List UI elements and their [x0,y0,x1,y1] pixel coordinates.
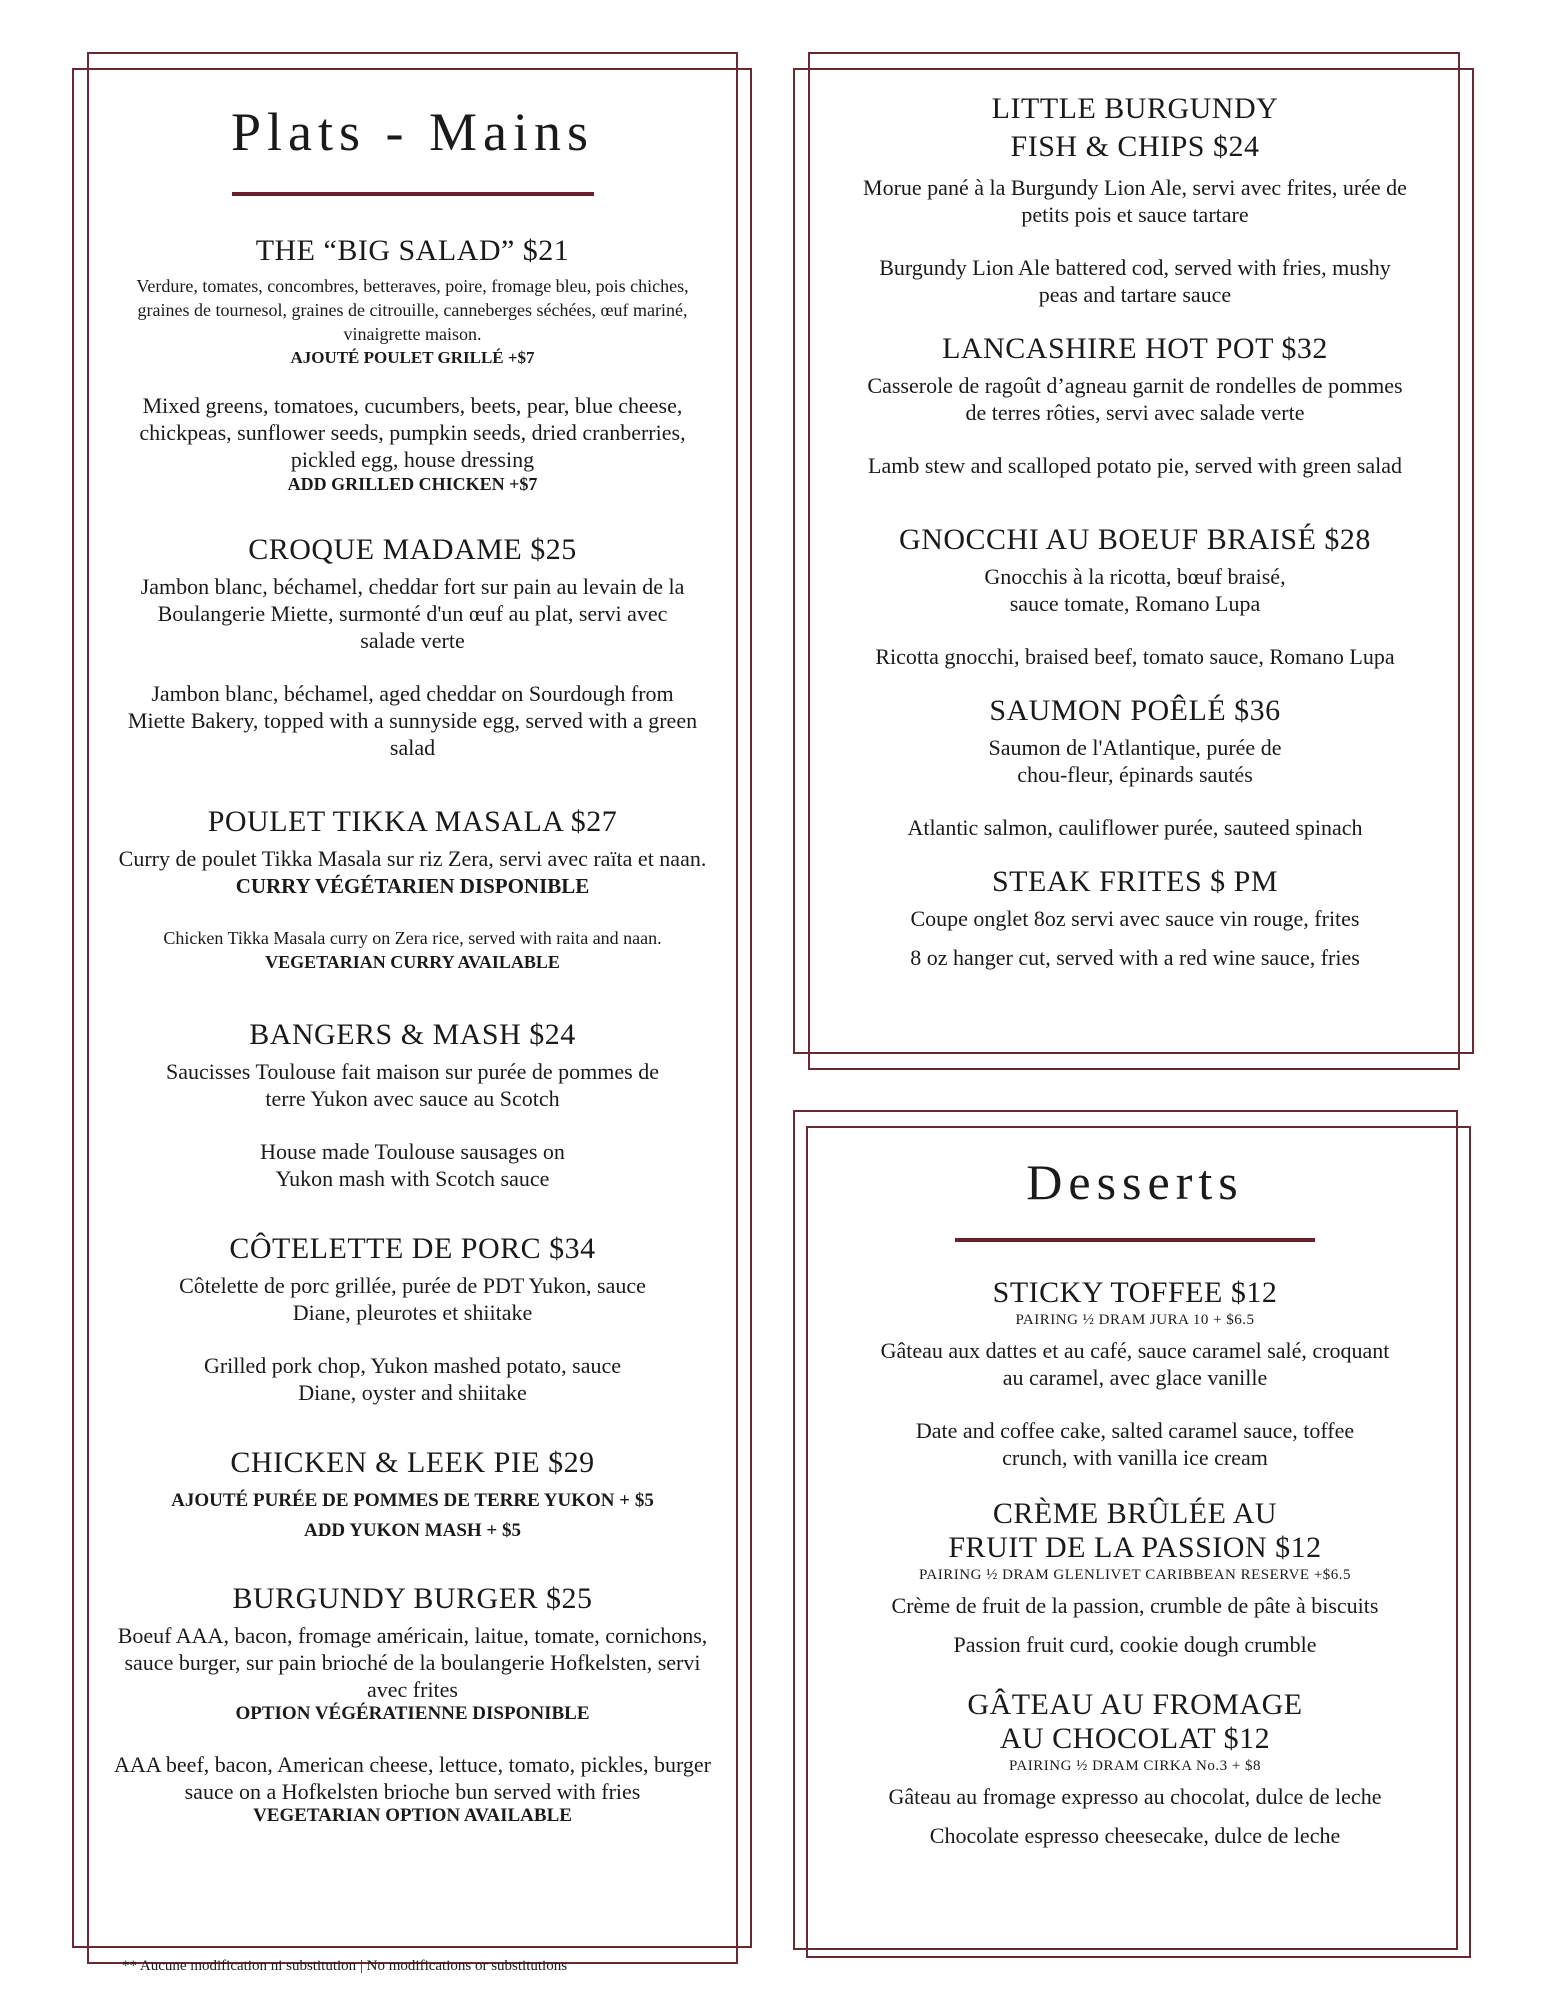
item-desc-en: Grilled pork chop, Yukon mashed potato, sauce Diane, oyster and shiitake [203,1353,622,1405]
menu-item-saumon [810,694,1460,841]
dessert-gateau-fromage [810,1688,1460,1849]
item-title-line2: AU CHOCOLAT $12 [999,1722,1271,1755]
item-desc-en [100,926,725,974]
item-desc-fr: Boeuf AAA, bacon, fromage américain, laitue, tomate, cornichons, sauce burger, sur pain brioché de la boulangerie Hofkelsten, servi avec frites [117,1623,708,1702]
item-note-en: ADD GRILLED CHICKEN +$7 [287,474,538,494]
menu-item-tikka-masala [100,805,725,974]
item-desc-en: Lamb stew and scalloped potato pie, served with green salad [868,453,1402,478]
item-desc-fr: Jambon blanc, béchamel, cheddar fort sur pain au levain de la Boulangerie Miette, surmonté d'un œuf au plat, servi avec salade verte [140,574,685,653]
item-desc-en-text: Chicken Tikka Masala curry on Zera rice, served with raita and naan. [163,928,662,948]
item-title: LANCASHIRE HOT POT $32 [942,332,1328,365]
menu-item-lancashire-hot-pot [810,332,1460,479]
item-desc-en: Atlantic salmon, cauliflower purée, sauteed spinach [907,815,1363,840]
item-note-en: VEGETARIAN OPTION AVAILABLE [253,1805,572,1826]
item-desc-en: AAA beef, bacon, American cheese, lettuce, tomato, pickles, burger sauce on a Hofkelsten brioche bun served with fries [113,1752,712,1804]
item-title: BURGUNDY BURGER $25 [232,1582,593,1615]
item-desc-fr: Côtelette de porc grillée, purée de PDT Yukon, sauce Diane, pleurotes et shiitake [179,1273,646,1325]
menu-item-big-salad [100,234,725,495]
item-title: STICKY TOFFEE $12 [992,1276,1278,1309]
item-desc-fr-text: Curry de poulet Tikka Masala sur riz Zera, servi avec raïta et naan. [118,846,707,871]
menu-item-steak-frites [810,865,1460,971]
item-note-en: ADD YUKON MASH + $5 [303,1520,521,1541]
menu-item-chicken-leek-pie [100,1446,725,1546]
item-title: POULET TIKKA MASALA $27 [207,805,618,838]
item-title: CROQUE MADAME $25 [248,533,577,566]
dessert-sticky-toffee [810,1276,1460,1471]
item-note-fr: AJOUTÉ PURÉE DE POMMES DE TERRE YUKON + $5 [171,1490,654,1511]
item-title-line2: FISH & CHIPS $24 [1010,130,1260,163]
item-desc-fr [100,845,725,900]
menu-item-burgundy-burger [100,1582,725,1827]
item-title-line1: LITTLE BURGUNDY [991,92,1279,125]
item-pairing: PAIRING ½ DRAM GLENLIVET CARIBBEAN RESERVE +$6.5 [918,1567,1352,1583]
item-title: CHICKEN & LEEK PIE $29 [230,1446,595,1479]
item-note-fr: AJOUTÉ POULET GRILLÉ +$7 [290,348,535,367]
item-note-en: VEGETARIAN CURRY AVAILABLE [265,952,560,972]
item-desc-fr: Gâteau au fromage expresso au chocolat, dulce de leche [888,1784,1382,1809]
item-desc-fr: Morue pané à la Burgundy Lion Ale, servi avec frites, urée de petits pois et sauce tartare [863,175,1407,227]
item-title: THE “BIG SALAD” $21 [255,234,570,267]
dessert-creme-brulee [810,1497,1460,1658]
item-desc-en: 8 oz hanger cut, served with a red wine sauce, fries [910,945,1360,970]
item-desc-en: Date and coffee cake, salted caramel sauce, toffee crunch, with vanilla ice cream [915,1418,1355,1470]
item-title: BANGERS & MASH $24 [249,1018,576,1051]
mains-panel [100,100,725,1827]
mains2-panel [810,92,1460,971]
item-desc-fr: Saucisses Toulouse fait maison sur purée de pommes de terre Yukon avec sauce au Scotch [166,1059,659,1111]
item-desc-fr: Crème de fruit de la passion, crumble de pâte à biscuits [891,1593,1379,1618]
desserts-rule [955,1238,1315,1242]
item-title-line1: CRÈME BRÛLÉE AU [992,1497,1278,1530]
desserts-title: Desserts [1026,1154,1244,1210]
desserts-panel [810,1152,1460,1849]
item-title: STEAK FRITES $ PM [991,865,1279,898]
item-desc-en: Mixed greens, tomatoes, cucumbers, beets, pear, blue cheese, chickpeas, sunflower seeds, pumpkin seeds, dried cranberries, pickled egg, house dressing [139,393,686,472]
item-desc-fr: Gâteau aux dattes et au café, sauce caramel salé, croquant au caramel, avec glace vanille [880,1338,1390,1390]
item-note-fr: CURRY VÉGÉTARIEN DISPONIBLE [235,874,590,898]
item-desc-en: House made Toulouse sausages on Yukon mash with Scotch sauce [260,1139,565,1191]
item-title: GNOCCHI AU BOEUF BRAISÉ $28 [899,523,1371,556]
item-title: SAUMON POÊLÉ $36 [989,694,1281,727]
item-note-fr: OPTION VÉGÉRATIENNE DISPONIBLE [235,1703,590,1724]
menu-item-fish-chips [810,92,1460,308]
title-rule [232,192,594,196]
item-desc-en: Chocolate espresso cheesecake, dulce de leche [929,1823,1341,1848]
item-pairing: PAIRING ½ DRAM JURA 10 + $6.5 [1015,1312,1255,1328]
item-desc-fr: Verdure, tomates, concombres, betteraves, poire, fromage bleu, pois chiches, graines de tournesol, graines de citrouille, canneberges séchées, œuf mariné, vinaigrette maison. [136,276,689,344]
item-desc-en: Ricotta gnocchi, braised beef, tomato sauce, Romano Lupa [875,644,1395,669]
item-title-line1: GÂTEAU AU FROMAGE [967,1688,1303,1721]
item-desc-en: Passion fruit curd, cookie dough crumble [953,1632,1317,1657]
menu-item-gnocchi [810,523,1460,670]
item-desc-fr: Casserole de ragoût d’agneau garnit de rondelles de pommes de terres rôties, servi avec salade verte [867,373,1403,425]
menu-item-bangers-mash [100,1018,725,1192]
item-pairing: PAIRING ½ DRAM CIRKA No.3 + $8 [1008,1758,1262,1774]
footer-note: ** Aucune modification ni substitution | No modifications or substitutions [122,1958,568,1974]
item-desc-fr: Coupe onglet 8oz servi avec sauce vin rouge, frites [910,906,1360,931]
item-desc-en: Burgundy Lion Ale battered cod, served with fries, mushy peas and tartare sauce [879,255,1391,307]
menu-item-croque-madame [100,533,725,761]
item-title-line2: FRUIT DE LA PASSION $12 [948,1531,1322,1564]
item-desc-fr: Saumon de l'Atlantique, purée de chou-fleur, épinards sautés [988,735,1282,787]
page-title: Plats - Mains [230,102,594,162]
item-title: CÔTELETTE DE PORC $34 [229,1232,596,1265]
item-desc-en: Jambon blanc, béchamel, aged cheddar on Sourdough from Miette Bakery, topped with a sunnyside egg, served with a green salad [127,681,698,760]
item-desc-fr: Gnocchis à la ricotta, bœuf braisé, sauce tomate, Romano Lupa [984,564,1286,616]
menu-item-cotelette-porc [100,1232,725,1406]
